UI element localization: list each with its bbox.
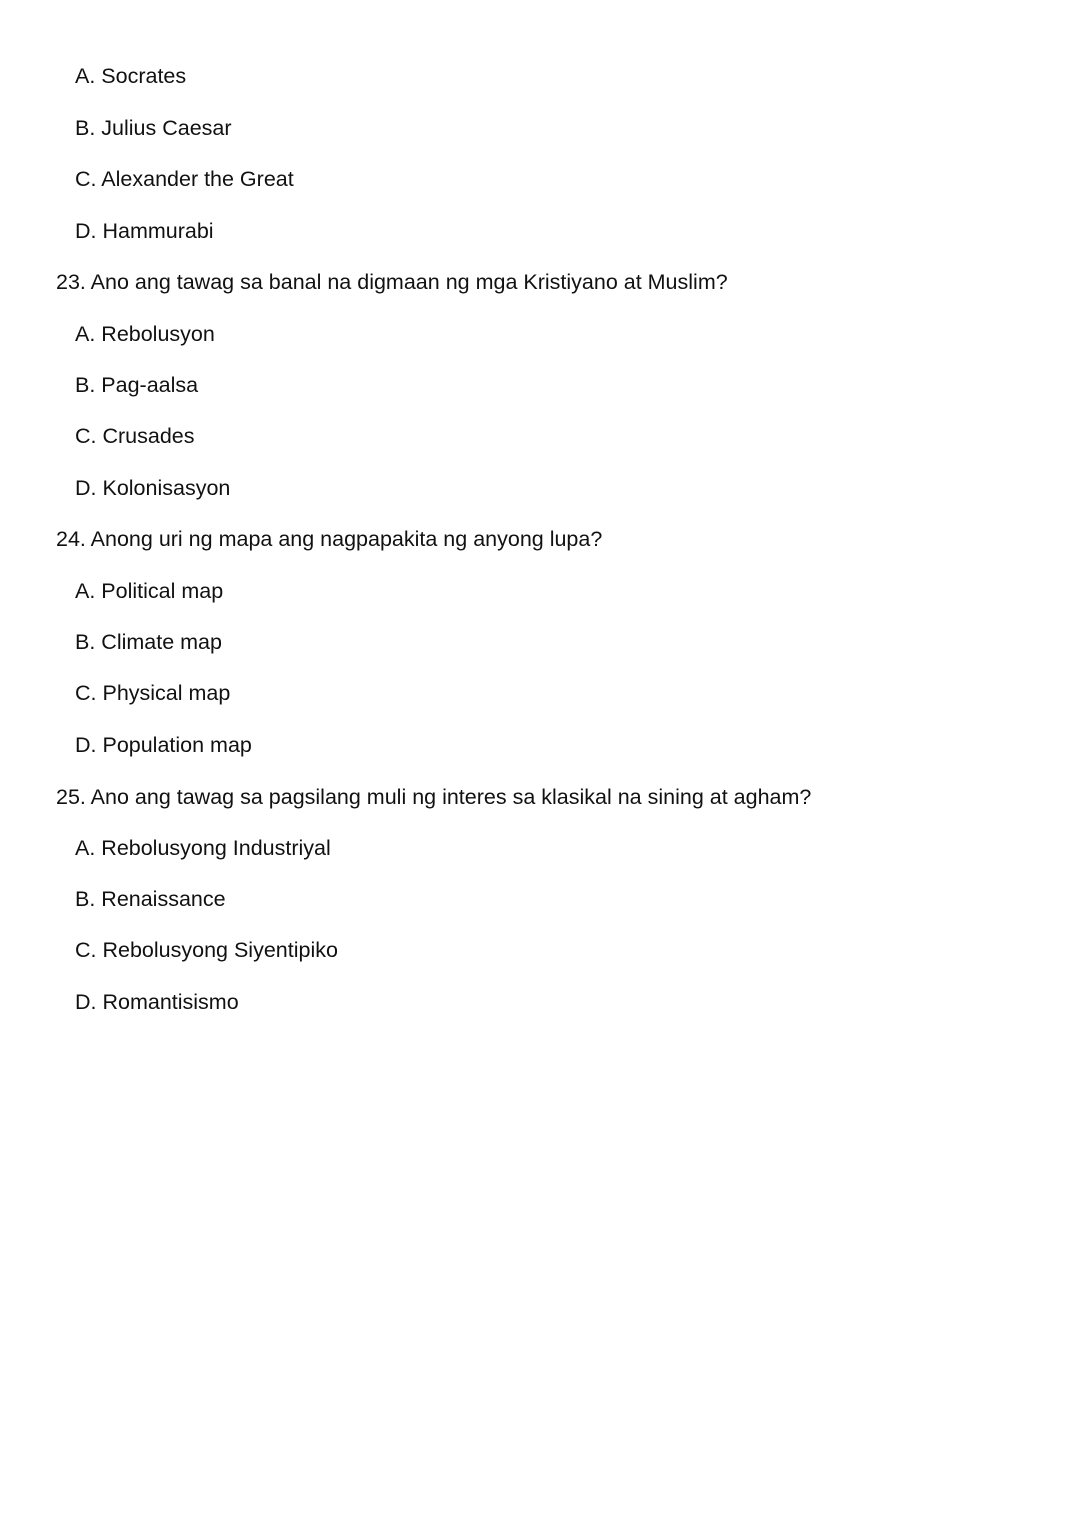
option-25-b: B. Renaissance	[75, 887, 226, 911]
option-24-c: C. Physical map	[75, 681, 231, 705]
option-22-c: C. Alexander the Great	[75, 167, 294, 191]
option-22-a: A. Socrates	[75, 64, 187, 88]
option-25-a: A. Rebolusyong Industriyal	[75, 836, 331, 860]
option-23-a: A. Rebolusyon	[75, 322, 215, 346]
question-23: 23. Ano ang tawag sa banal na digmaan ng mga Kristiyano at Muslim?	[56, 270, 728, 294]
option-24-b: B. Climate map	[75, 630, 222, 654]
option-23-b: B. Pag-aalsa	[75, 373, 199, 397]
option-23-c: C. Crusades	[75, 424, 195, 448]
option-22-b: B. Julius Caesar	[75, 116, 232, 140]
option-25-d: D. Romantisismo	[75, 990, 239, 1014]
option-24-a: A. Political map	[75, 579, 224, 603]
option-24-d: D. Population map	[75, 733, 252, 757]
option-22-d: D. Hammurabi	[75, 219, 214, 243]
question-24: 24. Anong uri ng mapa ang nagpapakita ng anyong lupa?	[56, 527, 603, 551]
question-25: 25. Ano ang tawag sa pagsilang muli ng interes sa klasikal na sining at agham?	[56, 785, 812, 809]
option-23-d: D. Kolonisasyon	[75, 476, 231, 500]
option-25-c: C. Rebolusyong Siyentipiko	[75, 938, 338, 962]
